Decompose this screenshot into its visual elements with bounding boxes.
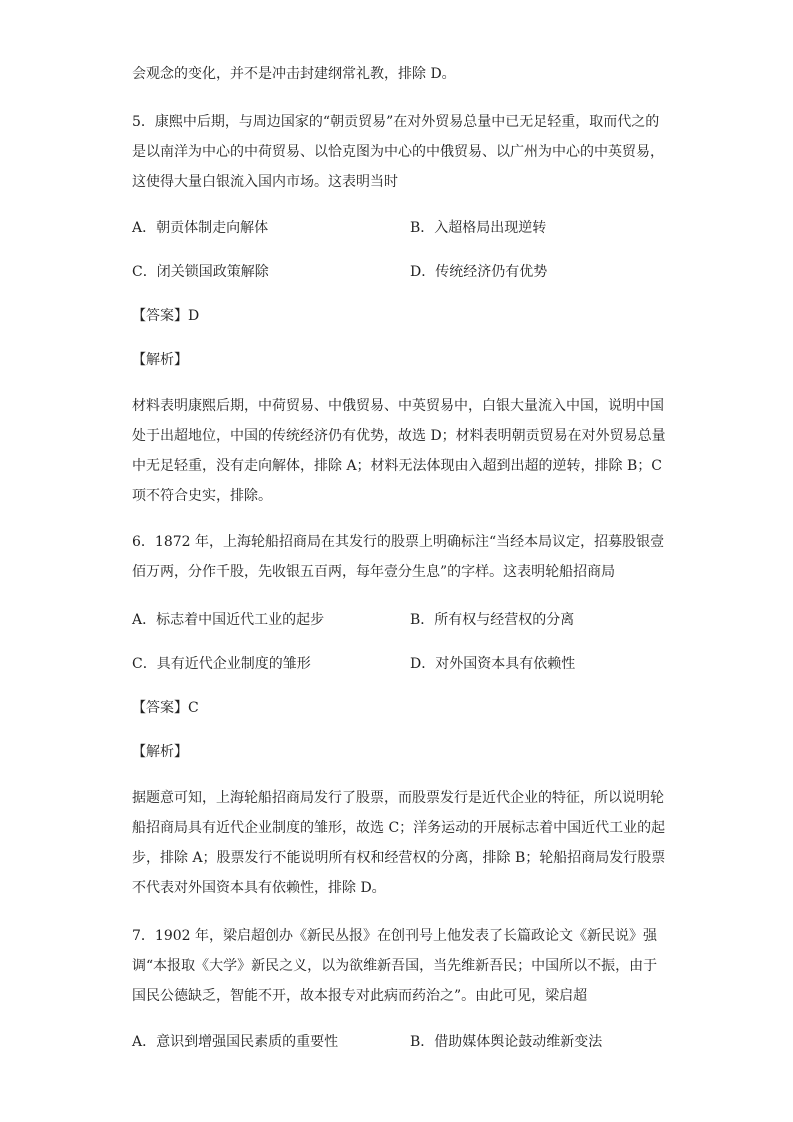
- q5-analysis-label: 【解析】: [132, 352, 188, 368]
- q6-option-b: B．所有权与经营权的分离: [410, 612, 575, 628]
- q5-stem-line-1: 5．康熙中后期，与周边国家的“朝贡贸易”在对外贸易总量中已无足轻重，取而代之的: [132, 114, 660, 130]
- q5-option-c: C．闭关锁国政策解除: [132, 264, 269, 280]
- q5-option-a: A．朝贡体制走向解体: [132, 220, 269, 236]
- q6-answer: 【答案】C: [132, 700, 199, 716]
- q5-option-d: D．传统经济仍有优势: [410, 264, 548, 280]
- q5-option-b: B．入超格局出现逆转: [410, 220, 547, 236]
- q7-stem-line-1: 7．1902 年，梁启超创办《新民丛报》在创刊号上他发表了长篇政论文《新民说》强: [132, 928, 657, 944]
- q6-option-d: D．对外国资本具有依赖性: [410, 656, 576, 672]
- q6-stem-line-2: 佰万两，分作千股，先收银五百两，每年壹分生息”的字样。这表明轮船招商局: [132, 564, 616, 580]
- q7-option-a: A．意识到增强国民素质的重要性: [132, 1034, 339, 1050]
- q7-stem-line-2: 调“本报取《大学》新民之义，以为欲维新吾国，当先维新吾民；中国所以不振，由于: [132, 958, 658, 974]
- q6-analysis-label: 【解析】: [132, 744, 188, 760]
- q5-analysis-line-2: 处于出超地位，中国的传统经济仍有优势，故选 D；材料表明朝贡贸易在对外贸易总量: [132, 428, 666, 444]
- q6-analysis-line-3: 步，排除 A；股票发行不能说明所有权和经营权的分离，排除 B；轮船招商局发行股票: [132, 850, 666, 866]
- q7-option-b: B．借助媒体舆论鼓动维新变法: [410, 1034, 603, 1050]
- q6-stem-line-1: 6．1872 年，上海轮船招商局在其发行的股票上明确标注“当经本局议定，招募股银壹: [132, 534, 665, 550]
- q5-stem-line-3: 这使得大量白银流入国内市场。这表明当时: [132, 174, 398, 190]
- q6-analysis-line-1: 据题意可知，上海轮船招商局发行了股票，而股票发行是近代企业的特征，所以说明轮: [132, 790, 664, 806]
- q6-option-a: A．标志着中国近代工业的起步: [132, 612, 325, 628]
- q6-analysis-line-4: 不代表对外国资本具有依赖性，排除 D。: [132, 880, 386, 896]
- previous-analysis-tail: 会观念的变化，并不是冲击封建纲常礼教，排除 D。: [132, 66, 456, 82]
- q6-option-c: C．具有近代企业制度的雏形: [132, 656, 311, 672]
- q5-answer: 【答案】D: [132, 308, 200, 324]
- q5-analysis-line-1: 材料表明康熙后期，中荷贸易、中俄贸易、中英贸易中，白银大量流入中国，说明中国: [132, 398, 664, 414]
- q5-analysis-line-3: 中无足轻重，没有走向解体，排除 A；材料无法体现由入超到出超的逆转，排除 B；C: [132, 458, 663, 474]
- q5-stem-line-2: 是以南洋为中心的中荷贸易、以恰克图为中心的中俄贸易、以广州为中心的中英贸易，: [132, 144, 664, 160]
- q7-stem-line-3: 国民公德缺乏，智能不开，故本报专对此病而药治之”。由此可见，梁启超: [132, 988, 588, 1004]
- q5-analysis-line-4: 项不符合史实，排除。: [132, 488, 272, 504]
- q6-analysis-line-2: 船招商局具有近代企业制度的雏形，故选 C；洋务运动的开展标志着中国近代工业的起: [132, 820, 666, 836]
